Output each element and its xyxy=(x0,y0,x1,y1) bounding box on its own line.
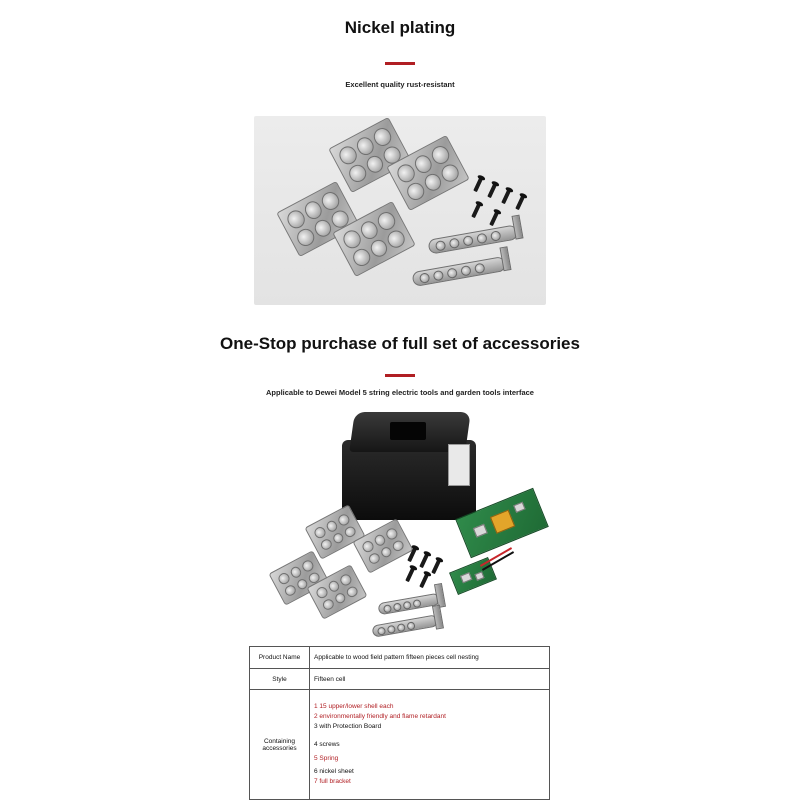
product-name-label: Product Name xyxy=(250,647,310,669)
nickel-bracket xyxy=(371,614,438,637)
list-item: 5 Spring xyxy=(314,755,339,762)
nickel-plates-photo xyxy=(254,116,546,305)
list-item: 4 screws xyxy=(314,741,340,748)
section-subtitle-rust-resistant: Excellent quality rust-resistant xyxy=(345,80,455,89)
style-label: Style xyxy=(250,669,310,690)
section-subtitle-applicable: Applicable to Dewei Model 5 string electric tools and garden tools interface xyxy=(266,388,534,397)
list-item: 6 nickel sheet xyxy=(314,768,354,775)
screw xyxy=(405,568,415,582)
list-item: 2 environmentally friendly and flame retardant xyxy=(314,713,446,720)
screw xyxy=(473,178,483,192)
table-row xyxy=(250,669,550,690)
product-name-value: Applicable to wood field pattern fifteen pieces cell nesting xyxy=(310,647,550,669)
nickel-plate xyxy=(352,518,413,573)
accessories-list xyxy=(310,690,550,800)
screw xyxy=(419,554,429,568)
accent-divider xyxy=(385,62,415,65)
section-title-nickel-plating: Nickel plating xyxy=(344,18,456,37)
style-value: Fifteen cell xyxy=(310,669,550,690)
screw xyxy=(431,560,441,574)
battery-shell-illustration xyxy=(342,412,476,520)
accessories-label: Containing accessories xyxy=(250,690,310,800)
table-row xyxy=(250,647,550,669)
table-row xyxy=(250,690,550,800)
list-item: 7 full bracket xyxy=(314,778,351,785)
section-title-accessories: One-Stop purchase of full set of accessories xyxy=(220,334,580,353)
nickel-bracket xyxy=(377,593,440,616)
spec-table xyxy=(249,646,550,800)
nickel-bracket xyxy=(411,256,506,287)
list-item: 3 with Protection Board xyxy=(314,723,382,730)
list-item: 1 15 upper/lower shell each xyxy=(314,703,394,710)
screw xyxy=(489,212,499,226)
protection-board xyxy=(449,557,497,595)
screw xyxy=(501,190,511,204)
accent-divider xyxy=(385,374,415,377)
screw xyxy=(471,204,481,218)
screw xyxy=(487,184,497,198)
screw xyxy=(419,574,429,588)
screw xyxy=(515,196,525,210)
